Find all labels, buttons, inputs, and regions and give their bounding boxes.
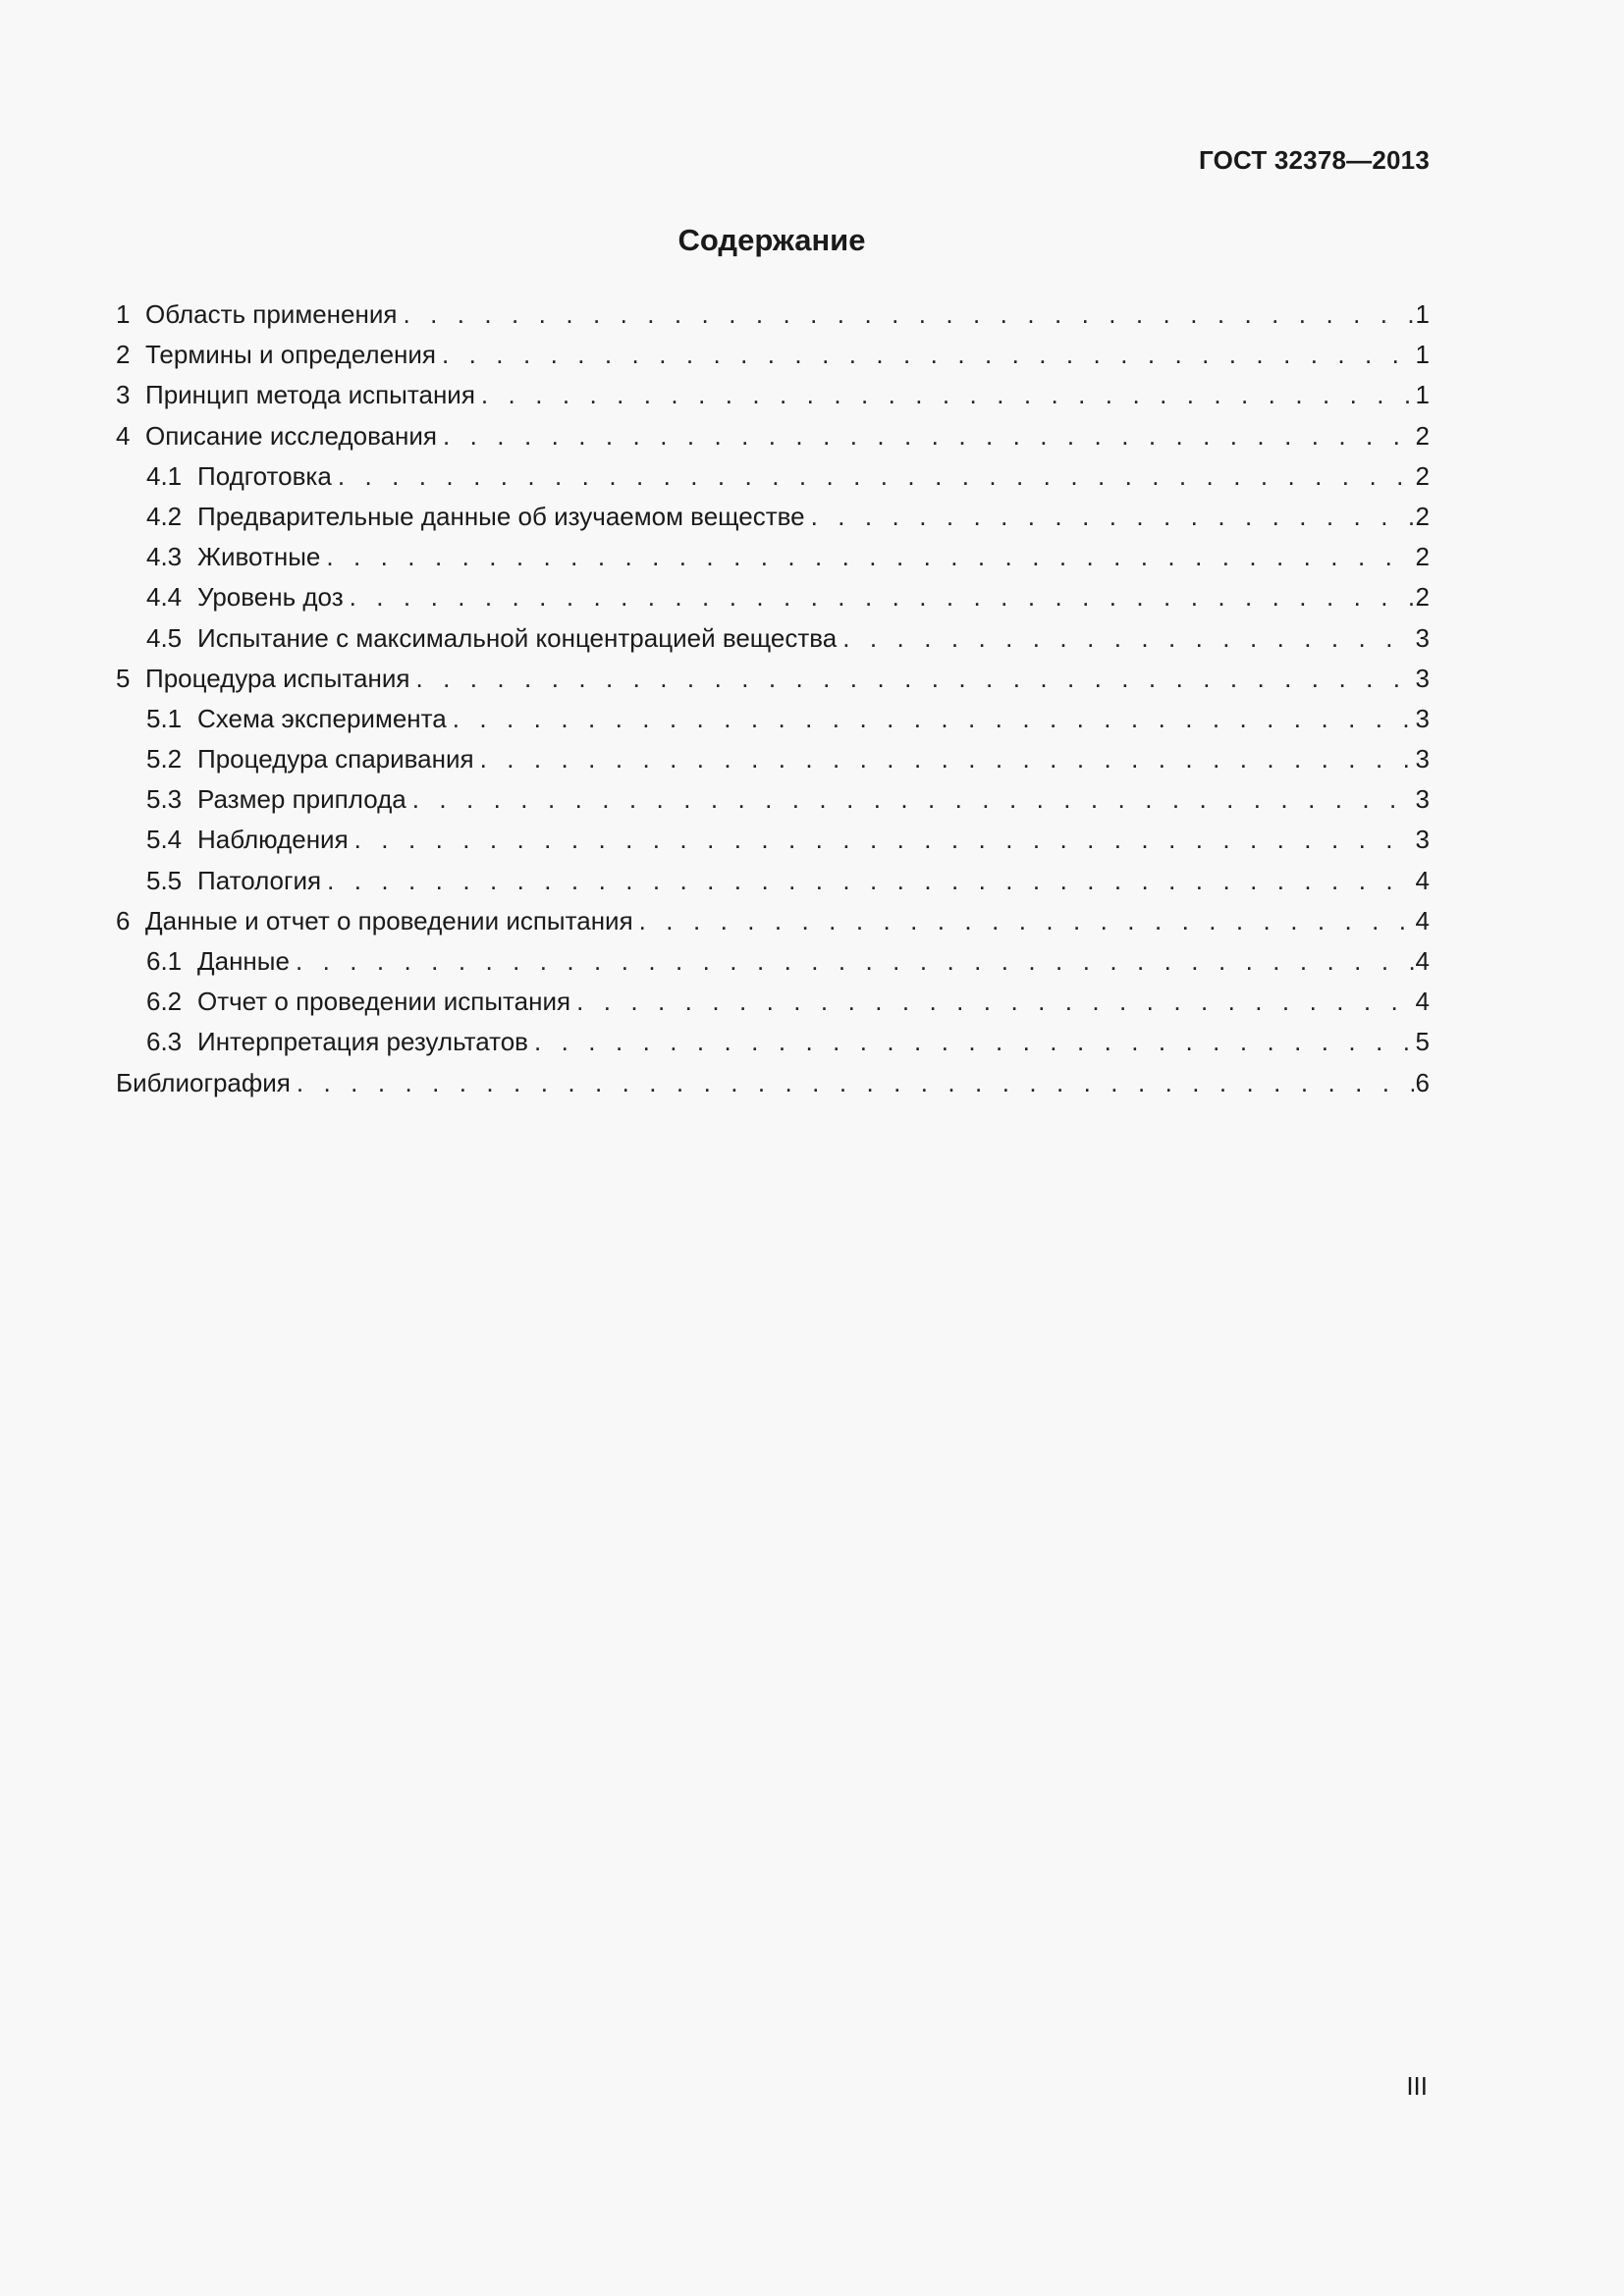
- dot-leader: [354, 820, 1414, 860]
- toc-entry-number: 4.4: [146, 582, 183, 613]
- toc-entry-number: 5.2: [146, 744, 183, 774]
- toc-entry-page: 1: [1415, 380, 1430, 410]
- dot-leader: [811, 497, 1414, 537]
- toc-entry-number: 3: [116, 380, 131, 410]
- dot-leader: [481, 375, 1414, 415]
- toc-entry-page: 3: [1415, 744, 1430, 774]
- toc-entry-page: 2: [1415, 582, 1430, 613]
- dot-leader: [842, 618, 1414, 659]
- toc-entry-page: 1: [1415, 299, 1430, 329]
- toc-entry-page: 4: [1415, 865, 1430, 895]
- toc-entry-number: 4.2: [146, 501, 183, 531]
- toc-entry-4-2[interactable]: [116, 497, 1430, 537]
- toc-entry-label: Подготовка: [197, 460, 332, 491]
- toc-entry-4[interactable]: [116, 416, 1430, 456]
- toc-entry-label: Процедура испытания: [145, 663, 410, 693]
- toc-entry-5-3[interactable]: [116, 779, 1430, 820]
- toc-title: Содержание: [677, 223, 866, 257]
- toc-entry-label: Схема эксперимента: [197, 703, 447, 733]
- toc-entry-page: 3: [1415, 663, 1430, 693]
- toc-entry-5-5[interactable]: [116, 861, 1430, 901]
- toc-entry-label: Данные: [197, 946, 290, 976]
- toc-entry-5-2[interactable]: [116, 739, 1430, 779]
- toc-entry-1[interactable]: [116, 294, 1430, 335]
- toc-entry-number: 5.1: [146, 703, 183, 733]
- toc-entry-6-2[interactable]: [116, 982, 1430, 1022]
- toc-entry-number: 6: [116, 905, 131, 935]
- dot-leader: [412, 779, 1414, 820]
- dot-leader: [443, 416, 1414, 456]
- toc-entry-label: Отчет о проведении испытания: [197, 987, 571, 1017]
- toc-entry-number: 4.1: [146, 460, 183, 491]
- dot-leader: [453, 699, 1414, 739]
- toc-entry-label: Предварительные данные об изучаемом веществе: [197, 501, 805, 531]
- toc-entry-5[interactable]: [116, 659, 1430, 699]
- toc-entry-5-4[interactable]: [116, 820, 1430, 860]
- toc-entry-4-4[interactable]: [116, 577, 1430, 617]
- toc-entry-number: 5.4: [146, 825, 183, 855]
- toc-entry-label: Область применения: [145, 299, 398, 329]
- toc-entry-page: 4: [1415, 905, 1430, 935]
- toc-entry-number: 5.3: [146, 784, 183, 815]
- page-number: III: [1406, 2071, 1428, 2101]
- toc-entry-label: Термины и определения: [145, 340, 437, 370]
- toc-entry-number: 2: [116, 340, 131, 370]
- toc-entry-label: Патология: [197, 865, 322, 895]
- table-of-contents: [116, 294, 1430, 1103]
- toc-entry-label: Уровень доз: [197, 582, 344, 613]
- toc-entry-number: 4.3: [146, 542, 183, 572]
- dot-leader: [296, 941, 1414, 982]
- dot-leader: [327, 861, 1414, 901]
- toc-entry-label: Животные: [197, 542, 321, 572]
- dot-leader: [480, 739, 1414, 779]
- toc-entry-4-3[interactable]: [116, 537, 1430, 577]
- toc-entry-4-1[interactable]: [116, 456, 1430, 497]
- toc-entry-page: 6: [1415, 1067, 1430, 1097]
- dot-leader: [415, 659, 1414, 699]
- toc-entry-number: 4: [116, 420, 131, 451]
- toc-entry-page: 2: [1415, 501, 1430, 531]
- toc-entry-label: Принцип метода испытания: [145, 380, 475, 410]
- toc-entry-label: Процедура спаривания: [197, 744, 474, 774]
- toc-entry-number: 6.2: [146, 987, 183, 1017]
- toc-entry-page: 2: [1415, 542, 1430, 572]
- toc-entry-4-5[interactable]: [116, 618, 1430, 659]
- toc-entry-page: 3: [1415, 622, 1430, 653]
- toc-entry-page: 4: [1415, 987, 1430, 1017]
- dot-leader: [639, 901, 1414, 941]
- toc-entry-6-3[interactable]: [116, 1022, 1430, 1062]
- dot-leader: [297, 1063, 1414, 1103]
- dot-leader: [350, 577, 1414, 617]
- toc-entry-number: 5.5: [146, 865, 183, 895]
- toc-entry-label: Описание исследования: [145, 420, 438, 451]
- dot-leader: [534, 1022, 1414, 1062]
- document-code: ГОСТ 32378—2013: [1199, 145, 1430, 175]
- dot-leader: [403, 294, 1414, 335]
- toc-entry-number: 5: [116, 663, 131, 693]
- toc-entry-label: Испытание с максимальной концентрацией вещества: [197, 622, 838, 653]
- toc-entry-label: Размер приплода: [197, 784, 406, 815]
- toc-entry-6[interactable]: [116, 901, 1430, 941]
- toc-entry-page: 3: [1415, 784, 1430, 815]
- toc-entry-page: 5: [1415, 1027, 1430, 1057]
- toc-entry-number: 6.3: [146, 1027, 183, 1057]
- toc-entry-page: 3: [1415, 825, 1430, 855]
- toc-entry-6-1[interactable]: [116, 941, 1430, 982]
- toc-entry-number: 6.1: [146, 946, 183, 976]
- toc-entry-label: Интерпретация результатов: [197, 1027, 528, 1057]
- dot-leader: [338, 456, 1414, 497]
- toc-entry-3[interactable]: [116, 375, 1430, 415]
- toc-entry-5-1[interactable]: [116, 699, 1430, 739]
- toc-entry-label: Наблюдения: [197, 825, 349, 855]
- toc-entry-label: Данные и отчет о проведении испытания: [145, 905, 633, 935]
- toc-entry-number: 4.5: [146, 622, 183, 653]
- dot-leader: [576, 982, 1414, 1022]
- toc-entry-number: 1: [116, 299, 131, 329]
- toc-entry-2[interactable]: [116, 335, 1430, 375]
- toc-entry-page: 3: [1415, 703, 1430, 733]
- dot-leader: [442, 335, 1414, 375]
- toc-entry-label: Библиография: [116, 1067, 291, 1097]
- toc-entry-page: 2: [1415, 420, 1430, 451]
- toc-entry-page: 4: [1415, 946, 1430, 976]
- toc-entry-page: 1: [1415, 340, 1430, 370]
- toc-entry-bibliography[interactable]: [116, 1063, 1430, 1103]
- toc-entry-page: 2: [1415, 460, 1430, 491]
- dot-leader: [326, 537, 1414, 577]
